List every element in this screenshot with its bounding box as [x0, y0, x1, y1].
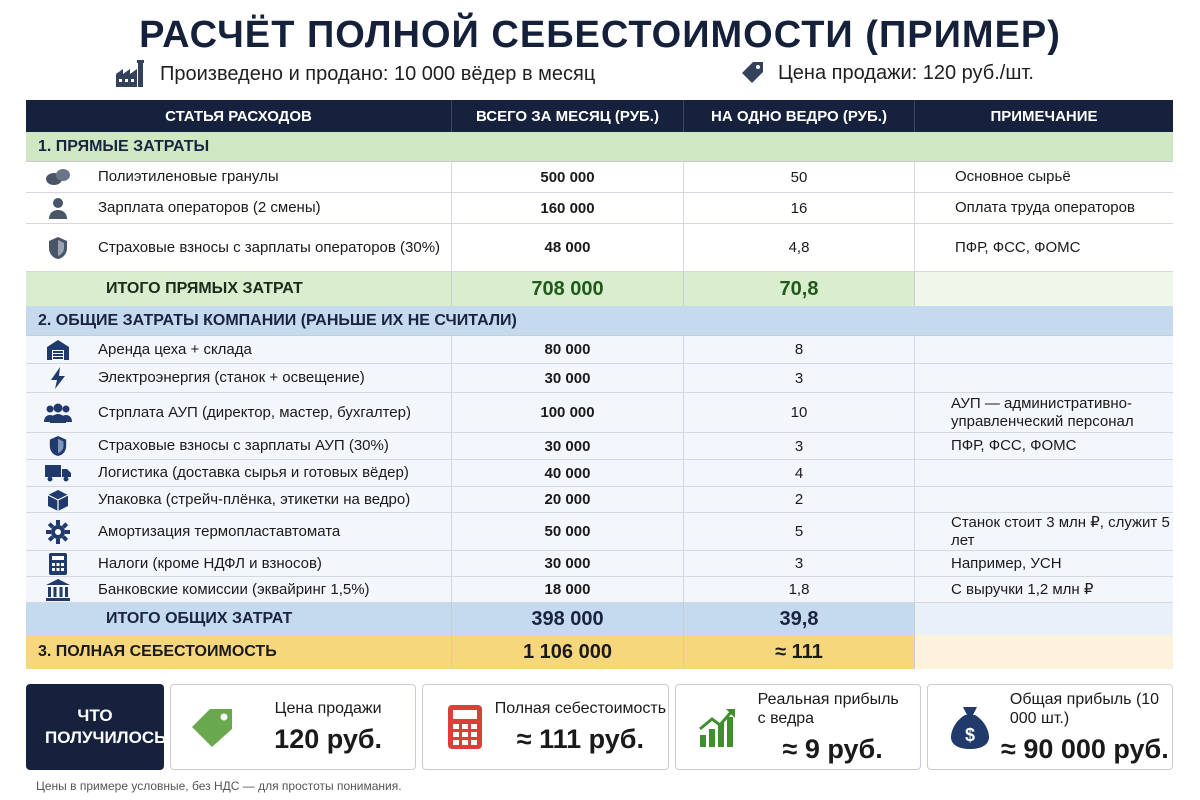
row-per: 1,8: [684, 577, 915, 602]
row-note: Например, УСН: [951, 554, 1062, 572]
price-tag-icon: [185, 707, 241, 747]
table-row: [26, 193, 1173, 224]
table-row: [26, 551, 1173, 577]
column-header-per-bucket: НА ОДНО ВЕДРО (РУБ.): [684, 100, 915, 132]
calculator-icon: [437, 705, 493, 749]
card-label: Реальная прибыль с ведра: [757, 690, 899, 727]
table-row: [26, 364, 1173, 393]
summary-label: [26, 684, 167, 770]
row-per: 5: [684, 513, 915, 550]
row-note: С выручки 1,2 млн ₽: [951, 580, 1094, 598]
box-icon: [26, 487, 90, 512]
row-name: Логистика (доставка сырья и готовых вёдер): [90, 460, 452, 486]
row-per: 8: [684, 336, 915, 363]
full-cost-row: [26, 635, 1173, 669]
row-name: Страховые взносы с зарплаты АУП (30%): [90, 433, 452, 459]
row-total: 80 000: [452, 336, 684, 363]
row-per: 3: [684, 551, 915, 576]
summary-card-full-cost: [422, 684, 668, 770]
row-per: 2: [684, 487, 915, 512]
direct-costs-total-row: [26, 272, 1173, 306]
row-note: Основное сырьё: [955, 168, 1071, 185]
table-row: [26, 336, 1173, 364]
table-row: [26, 460, 1173, 487]
row-per: 16: [684, 193, 915, 223]
row-total: 500 000: [452, 162, 684, 192]
row-name: Электроэнергия (станок + освещение): [90, 364, 452, 392]
production-text: Произведено и продано: 10 000 вёдер в месяц: [160, 62, 596, 85]
row-total: 30 000: [452, 433, 684, 459]
row-per: 10: [684, 393, 915, 432]
row-name: Аренда цеха + склада: [90, 336, 452, 363]
column-header-item: СТАТЬЯ РАСХОДОВ: [26, 100, 452, 132]
row-name: Стрплата АУП (директор, мастер, бухгалтер): [90, 393, 452, 432]
row-name: Банковские комиссии (эквайринг 1,5%): [90, 577, 452, 602]
group-icon: [26, 393, 90, 432]
total-label: ИТОГО ОБЩИХ ЗАТРАТ: [26, 603, 452, 635]
summary-panel: [26, 684, 1173, 770]
row-name: Зарплата операторов (2 смены): [90, 193, 452, 223]
table-row: [26, 433, 1173, 460]
row-per: 4,8: [684, 224, 915, 271]
row-note: [915, 364, 1173, 392]
row-total: 50 000: [452, 513, 684, 550]
bank-icon: [26, 577, 90, 602]
card-value: ≈ 111 руб.: [516, 724, 644, 754]
price-tag-icon: [740, 60, 766, 86]
row-note: ПФР, ФСС, ФОМС: [955, 238, 1081, 256]
section-general-costs: 2. ОБЩИЕ ЗАТРАТЫ КОМПАНИИ (РАНЬШЕ ИХ НЕ СЧИТАЛИ): [26, 306, 1173, 336]
row-note: [915, 460, 1173, 486]
row-name: Полиэтиленовые гранулы: [90, 162, 452, 192]
warehouse-icon: [26, 336, 90, 363]
row-total: 30 000: [452, 551, 684, 576]
summary-label-text: ЧТО ПОЛУЧИЛОСЬ: [45, 706, 167, 747]
price-info: [740, 60, 1034, 86]
factory-icon: [114, 60, 148, 88]
card-label: Полная себестоимость: [494, 700, 667, 717]
row-per: 50: [684, 162, 915, 192]
row-total: 30 000: [452, 364, 684, 392]
cost-table: [26, 100, 1173, 669]
shield-icon: [26, 433, 90, 459]
row-name: Амортизация термопластавтомата: [90, 513, 452, 550]
row-per: 3: [684, 433, 915, 459]
total-sum: 398 000: [452, 603, 684, 635]
card-label: Цена продажи: [274, 700, 382, 717]
row-note: Оплата труда операторов: [955, 199, 1135, 216]
table-row: [26, 577, 1173, 603]
full-cost-sum: 1 106 000: [452, 635, 684, 669]
row-per: 3: [684, 364, 915, 392]
shield-icon: [26, 224, 90, 271]
growth-chart-icon: [690, 707, 746, 747]
price-text: Цена продажи: 120 руб./шт.: [778, 61, 1034, 84]
card-label: Общая прибыль (10 000 шт.): [1009, 690, 1160, 727]
svg-text:$: $: [964, 725, 975, 745]
row-total: 160 000: [452, 193, 684, 223]
footnote: Цены в примере условные, без НДС — для простоты понимания.: [36, 779, 402, 793]
general-costs-total-row: [26, 603, 1173, 635]
summary-card-price: [170, 684, 416, 770]
calculator-icon: [26, 551, 90, 576]
row-note: [915, 336, 1173, 363]
row-per: 4: [684, 460, 915, 486]
person-icon: [26, 193, 90, 223]
total-note-empty: [915, 603, 1173, 635]
row-note: Станок стоит 3 млн ₽, служит 5 лет: [951, 513, 1170, 549]
card-value: ≈ 9 руб.: [782, 733, 883, 764]
row-total: 40 000: [452, 460, 684, 486]
full-cost-label: 3. ПОЛНАЯ СЕБЕСТОИМОСТЬ: [26, 635, 452, 669]
row-note: ПФР, ФСС, ФОМС: [951, 437, 1077, 454]
column-header-total: ВСЕГО ЗА МЕСЯЦ (РУБ.): [452, 100, 684, 132]
table-row: [26, 513, 1173, 551]
table-row: [26, 162, 1173, 193]
row-note: [915, 487, 1173, 512]
gear-icon: [26, 513, 90, 550]
column-header-note: ПРИМЕЧАНИЕ: [990, 107, 1098, 125]
table-header: [26, 100, 1173, 132]
row-note: АУП — административно-управленческий персонал: [951, 394, 1134, 430]
pellets-icon: [26, 162, 90, 192]
table-row: [26, 224, 1173, 272]
row-name: Упаковка (стрейч-плёнка, этикетки на ведро): [90, 487, 452, 512]
page-title: РАСЧЁТ ПОЛНОЙ СЕБЕСТОИМОСТИ (ПРИМЕР): [139, 14, 1061, 56]
production-info: [114, 60, 595, 88]
row-name: Страховые взносы с зарплаты операторов (30%): [90, 224, 452, 271]
card-value: ≈ 90 000 руб.: [1001, 733, 1169, 764]
card-value: 120 руб.: [274, 724, 383, 754]
summary-card-profit-per-bucket: [675, 684, 921, 770]
section-direct-costs: 1. ПРЯМЫЕ ЗАТРАТЫ: [26, 132, 1173, 162]
row-name: Налоги (кроме НДФЛ и взносов): [90, 551, 452, 576]
total-per: 39,8: [684, 603, 915, 635]
money-bag-icon: [942, 705, 998, 749]
row-total: 18 000: [452, 577, 684, 602]
lightning-icon: [26, 364, 90, 392]
total-sum: 708 000: [452, 272, 684, 306]
total-label: ИТОГО ПРЯМЫХ ЗАТРАТ: [26, 272, 452, 306]
summary-card-total-profit: [927, 684, 1173, 770]
total-per: 70,8: [684, 272, 915, 306]
truck-icon: [26, 460, 90, 486]
total-note-empty: [915, 272, 1173, 306]
row-total: 100 000: [452, 393, 684, 432]
full-cost-note-empty: [915, 635, 1173, 669]
full-cost-per: ≈ 111: [684, 635, 915, 669]
table-row: [26, 393, 1173, 433]
table-row: [26, 487, 1173, 513]
row-total: 48 000: [452, 224, 684, 271]
row-total: 20 000: [452, 487, 684, 512]
